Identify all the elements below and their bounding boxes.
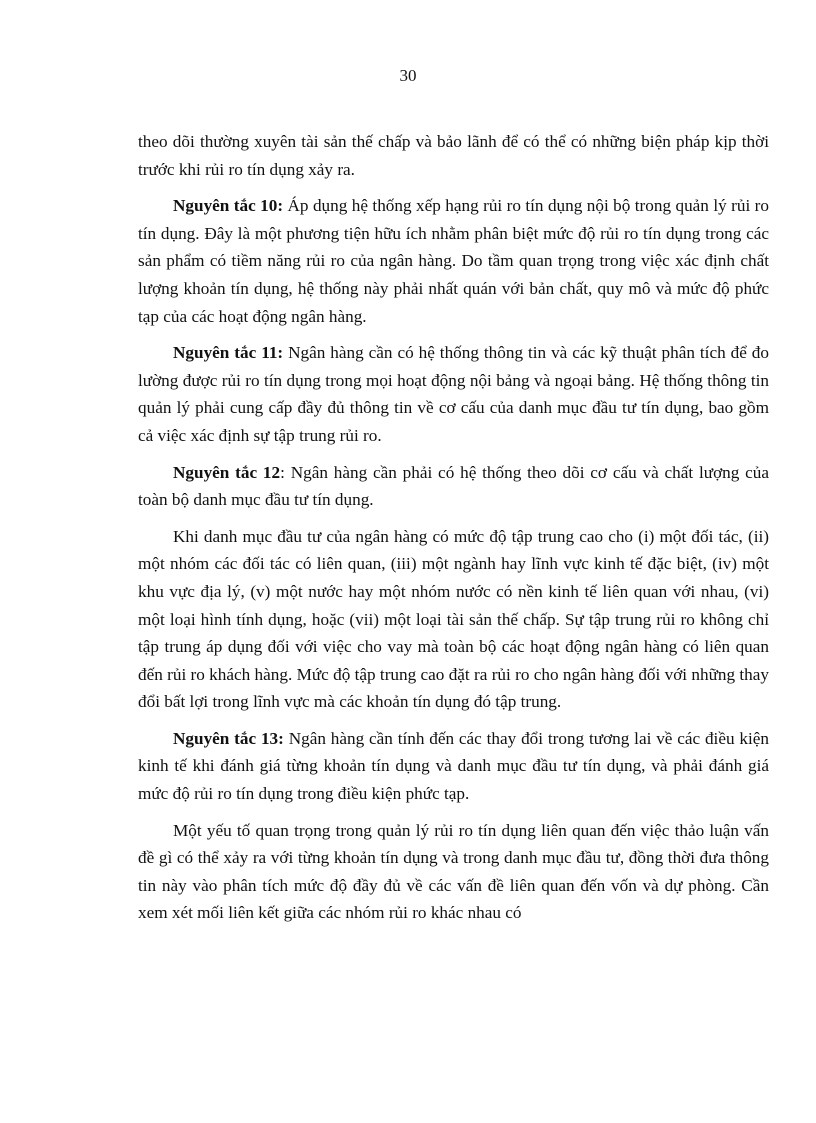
paragraph-text: Ngân hàng cần có hệ thống thông tin và các kỹ thuật phân tích để đo lường được rủi ro tín dụng trong mọi hoạt động nội bảng và ngoại bảng. Hệ thống thông tin quản lý phải cung cấp đầy đủ thông tin về cơ cấu của danh mục đầu tư tín dụng, bao gồm cả việc xác định sự tập trung rủi ro. <box>138 343 769 445</box>
paragraph-text: Khi danh mục đầu tư của ngân hàng có mức độ tập trung cao cho (i) một đối tác, (ii) một nhóm các đối tác có liên quan, (iii) một ngành hay lĩnh vực kinh tế đặc biệt, (iv) một khu vực địa lý, (v) một nước hay một nhóm nước có nền kinh tế liên quan với nhau, (vi) một loại hình tính dụng, hoặc (vii) một loại tài sản thế chấp. Sự tập trung rủi ro không chỉ tập trung áp dụng đối với việc cho vay mà toàn bộ các hoạt động ngân hàng có liên quan đến rủi ro khách hàng. Mức độ tập trung cao đặt ra rủi ro cho ngân hàng đối với những thay đổi bất lợi trong lĩnh vực mà các khoản tín dụng đó tập trung. <box>138 526 769 712</box>
paragraph-principle-10 <box>138 192 769 330</box>
principle-label: Nguyên tắc 10: <box>173 196 284 216</box>
principle-label: Nguyên tắc 13: <box>173 728 284 748</box>
paragraph-text: Một yếu tố quan trọng trong quản lý rủi ro tín dụng liên quan đến việc thảo luận vấn đề gì có thể xảy ra với từng khoản tín dụng và trong danh mục đầu tư, đồng thời đưa thông tin này vào phân tích mức độ đầy đủ về các vấn đề liên quan đến vốn và dự phòng. Cần xem xét mối liên kết giữa các nhóm rủi ro khác nhau có <box>138 820 769 923</box>
principle-label: Nguyên tắc 11: <box>173 343 284 363</box>
page-number: 30 <box>399 66 417 85</box>
paragraph-principle-13 <box>138 725 769 808</box>
paragraph-continuation <box>138 128 769 183</box>
paragraph-text: : Ngân hàng cần phải có hệ thống theo dõi cơ cấu và chất lượng của toàn bộ danh mục đầu tư tín dụng. <box>138 462 770 510</box>
paragraph-principle-11 <box>138 339 769 449</box>
paragraph-text: Ngân hàng cần tính đến các thay đổi trong tương lai về các điều kiện kinh tế khi đánh giá từng khoản tín dụng và danh mục đầu tư tín dụng, và phải đánh giá mức độ rủi ro tín dụng trong điều kiện phức tạp. <box>138 728 769 804</box>
paragraph-principle-12 <box>138 459 769 514</box>
paragraph-text: Áp dụng hệ thống xếp hạng rủi ro tín dụng nội bộ trong quản lý rủi ro tín dụng. Đây là một phương tiện hữu ích nhằm phân biệt mức độ rủi ro tín dụng trong các sản phẩm có tiềm năng rủi ro của ngân hàng. Do tầm quan trọng trong việc xác định chất lượng khoản tín dụng, hệ thống này phải nhất quán với bản chất, quy mô và mức độ phức tạp của các hoạt động ngân hàng. <box>138 196 769 326</box>
principle-label: Nguyên tắc 12 <box>173 462 281 482</box>
paragraph-text: theo dõi thường xuyên tài sản thế chấp và bảo lãnh để có thể có những biện pháp kịp thời trước khi rủi ro tín dụng xảy ra. <box>138 132 769 179</box>
paragraph-key-factor <box>138 817 769 927</box>
body-text <box>138 128 769 936</box>
paragraph-concentration <box>138 523 769 716</box>
